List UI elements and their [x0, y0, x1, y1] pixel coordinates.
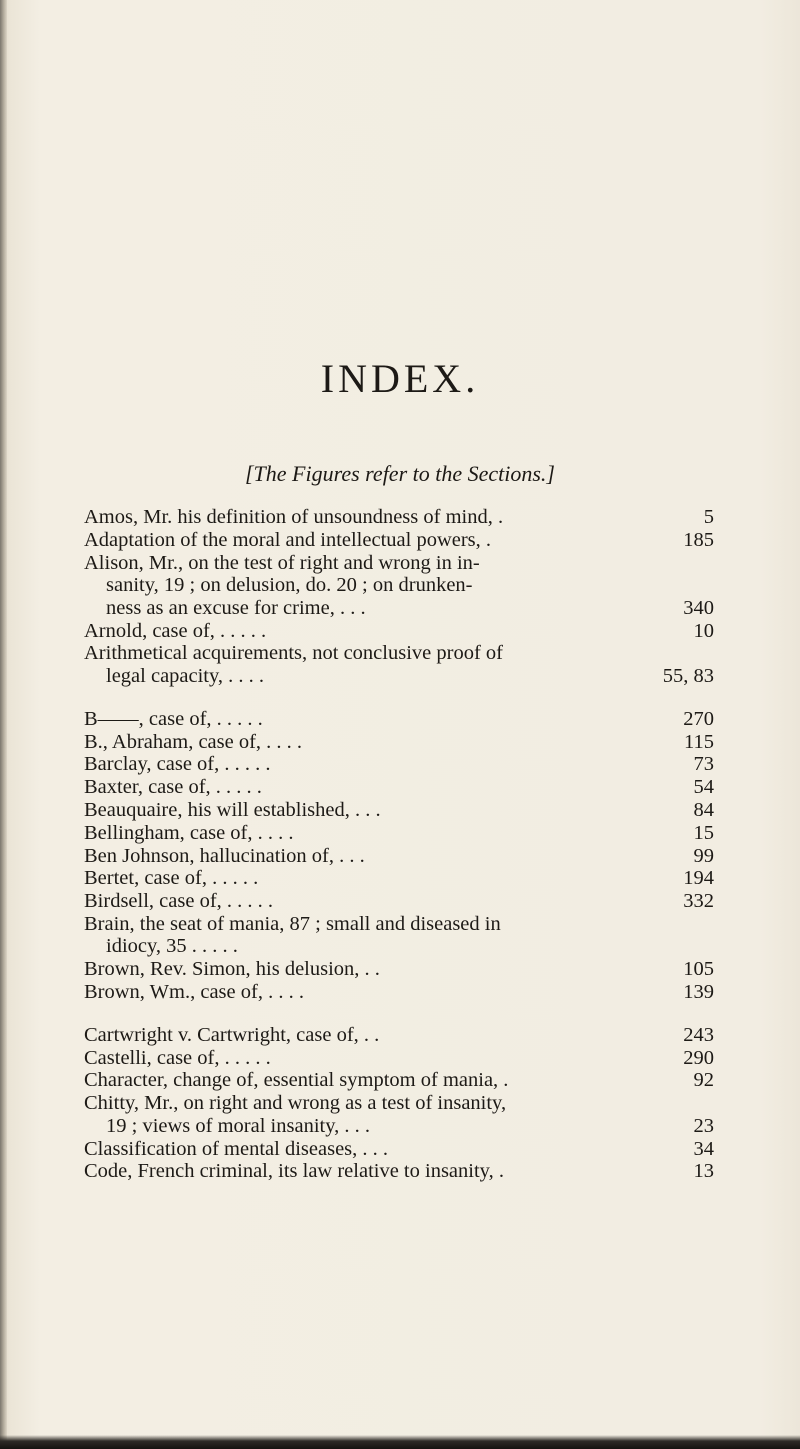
- entry-line: Brown, Wm., case of, . . . .: [84, 981, 304, 1004]
- index-entry: [84, 890, 714, 913]
- entry-text: [84, 1160, 632, 1183]
- entry-text: [84, 822, 632, 845]
- entry-page-ref: 73: [693, 753, 714, 776]
- index-entry: [84, 619, 714, 642]
- entry-line: Brown, Rev. Simon, his delusion, . .: [84, 958, 380, 981]
- index-entry: [84, 730, 714, 753]
- entry-line: B——, case of, . . . . .: [84, 707, 263, 730]
- index-entry: [84, 1160, 714, 1183]
- entry-text: [84, 890, 632, 913]
- entry-page-ref: 270: [683, 707, 714, 730]
- entry-page-ref: 340: [683, 596, 714, 619]
- index-entry: [84, 506, 714, 529]
- binding-edge: [0, 0, 7, 1449]
- entry-text: [84, 620, 632, 643]
- page-title: INDEX.: [320, 355, 480, 401]
- entry-page-ref: 23: [693, 1114, 714, 1137]
- entry-line: Arnold, case of, . . . . .: [84, 619, 267, 642]
- entry-page-ref: 290: [683, 1046, 714, 1069]
- entry-text: [84, 1047, 632, 1070]
- entry-line: Castelli, case of, . . . . .: [84, 1046, 271, 1069]
- entry-text: [84, 1138, 632, 1161]
- index-entry: [84, 529, 714, 552]
- entry-line: Barclay, case of, . . . . .: [84, 753, 271, 776]
- entry-page-ref: 92: [693, 1069, 714, 1092]
- index-entry: [84, 707, 714, 730]
- index-section-a: [84, 506, 714, 687]
- entry-text: [84, 753, 632, 776]
- index-entry: [84, 552, 714, 620]
- entry-text: [84, 799, 632, 822]
- entry-continuation-line: sanity, 19 ; on delusion, do. 20 ; on drunken-: [106, 574, 473, 597]
- index-section-b: [84, 707, 714, 1003]
- entry-line: Code, French criminal, its law relative to insanity, .: [84, 1160, 504, 1183]
- entry-line: Brain, the seat of mania, 87 ; small and diseased in: [84, 912, 501, 935]
- entry-page-ref: 34: [693, 1137, 714, 1160]
- index-entry: [84, 958, 714, 981]
- entry-text: [84, 1069, 632, 1092]
- entry-line: Ben Johnson, hallucination of, . . .: [84, 844, 365, 867]
- entry-text: [84, 642, 632, 687]
- entry-line: Alison, Mr., on the test of right and wrong in in-: [84, 551, 480, 574]
- index-list: [84, 506, 714, 1203]
- entry-page-ref: 332: [683, 890, 714, 913]
- entry-text: [84, 506, 632, 529]
- entry-text: [84, 776, 632, 799]
- entry-line: Cartwright v. Cartwright, case of, . .: [84, 1023, 380, 1046]
- entry-text: [84, 529, 632, 552]
- index-entry: [84, 844, 714, 867]
- entry-text: [84, 708, 632, 731]
- entry-continuation-line: legal capacity, . . . .: [106, 664, 265, 687]
- entry-line: Beauquaire, his will established, . . .: [84, 798, 381, 821]
- entry-text: [84, 1092, 632, 1137]
- entry-line: Chitty, Mr., on right and wrong as a test of insanity,: [84, 1092, 507, 1115]
- entry-line: Classification of mental diseases, . . .: [84, 1137, 389, 1160]
- entry-line: Birdsell, case of, . . . . .: [84, 890, 274, 913]
- entry-page-ref: 99: [693, 844, 714, 867]
- index-entry: [84, 821, 714, 844]
- entry-line: Character, change of, essential symptom of mania, .: [84, 1069, 509, 1092]
- entry-page-ref: 185: [683, 529, 714, 552]
- index-entry: [84, 753, 714, 776]
- entry-line: Arithmetical acquirements, not conclusive proof of: [84, 642, 503, 665]
- index-entry: [84, 1069, 714, 1092]
- index-entry: [84, 1092, 714, 1137]
- index-section-c: [84, 1024, 714, 1183]
- entry-line: Bellingham, case of, . . . .: [84, 821, 294, 844]
- entry-line: Baxter, case of, . . . . .: [84, 776, 262, 799]
- entry-continuation-line: idiocy, 35 . . . . .: [106, 935, 238, 958]
- index-entry: [84, 981, 714, 1004]
- index-entry: [84, 642, 714, 687]
- entry-line: B., Abraham, case of, . . . .: [84, 730, 303, 753]
- entry-page-ref: 139: [683, 981, 714, 1004]
- entry-text: [84, 958, 632, 981]
- entry-page-ref: 84: [693, 798, 714, 821]
- entry-page-ref: 105: [683, 958, 714, 981]
- entry-text: [84, 1024, 632, 1047]
- entry-page-ref: 243: [683, 1023, 714, 1046]
- entry-page-ref: 15: [693, 821, 714, 844]
- entry-text: [84, 552, 632, 620]
- entry-page-ref: 10: [693, 619, 714, 642]
- entry-line: Bertet, case of, . . . . .: [84, 867, 259, 890]
- index-entry: [84, 799, 714, 822]
- page-bottom-edge: [0, 1435, 800, 1449]
- index-entry: [84, 913, 714, 958]
- index-entry: [84, 1046, 714, 1069]
- entry-page-ref: 115: [684, 730, 714, 753]
- index-entry: [84, 1137, 714, 1160]
- entry-page-ref: 55, 83: [662, 664, 714, 687]
- entry-text: [84, 981, 632, 1004]
- index-entry: [84, 867, 714, 890]
- entry-page-ref: 54: [693, 776, 714, 799]
- entry-line: Amos, Mr. his definition of unsoundness of mind, .: [84, 506, 504, 529]
- entry-page-ref: 194: [683, 867, 714, 890]
- entry-continuation-line: 19 ; views of moral insanity, . . .: [106, 1114, 370, 1137]
- index-note: [The Figures refer to the Sections.]: [245, 461, 555, 486]
- entry-text: [84, 731, 632, 754]
- entry-page-ref: 13: [693, 1160, 714, 1183]
- entry-text: [84, 845, 632, 868]
- index-entry: [84, 776, 714, 799]
- entry-continuation-line: ness as an excuse for crime, . . .: [106, 596, 366, 619]
- index-entry: [84, 1024, 714, 1047]
- entry-text: [84, 867, 632, 890]
- entry-text: [84, 913, 632, 958]
- entry-page-ref: 5: [703, 506, 714, 529]
- entry-line: Adaptation of the moral and intellectual powers, .: [84, 529, 492, 552]
